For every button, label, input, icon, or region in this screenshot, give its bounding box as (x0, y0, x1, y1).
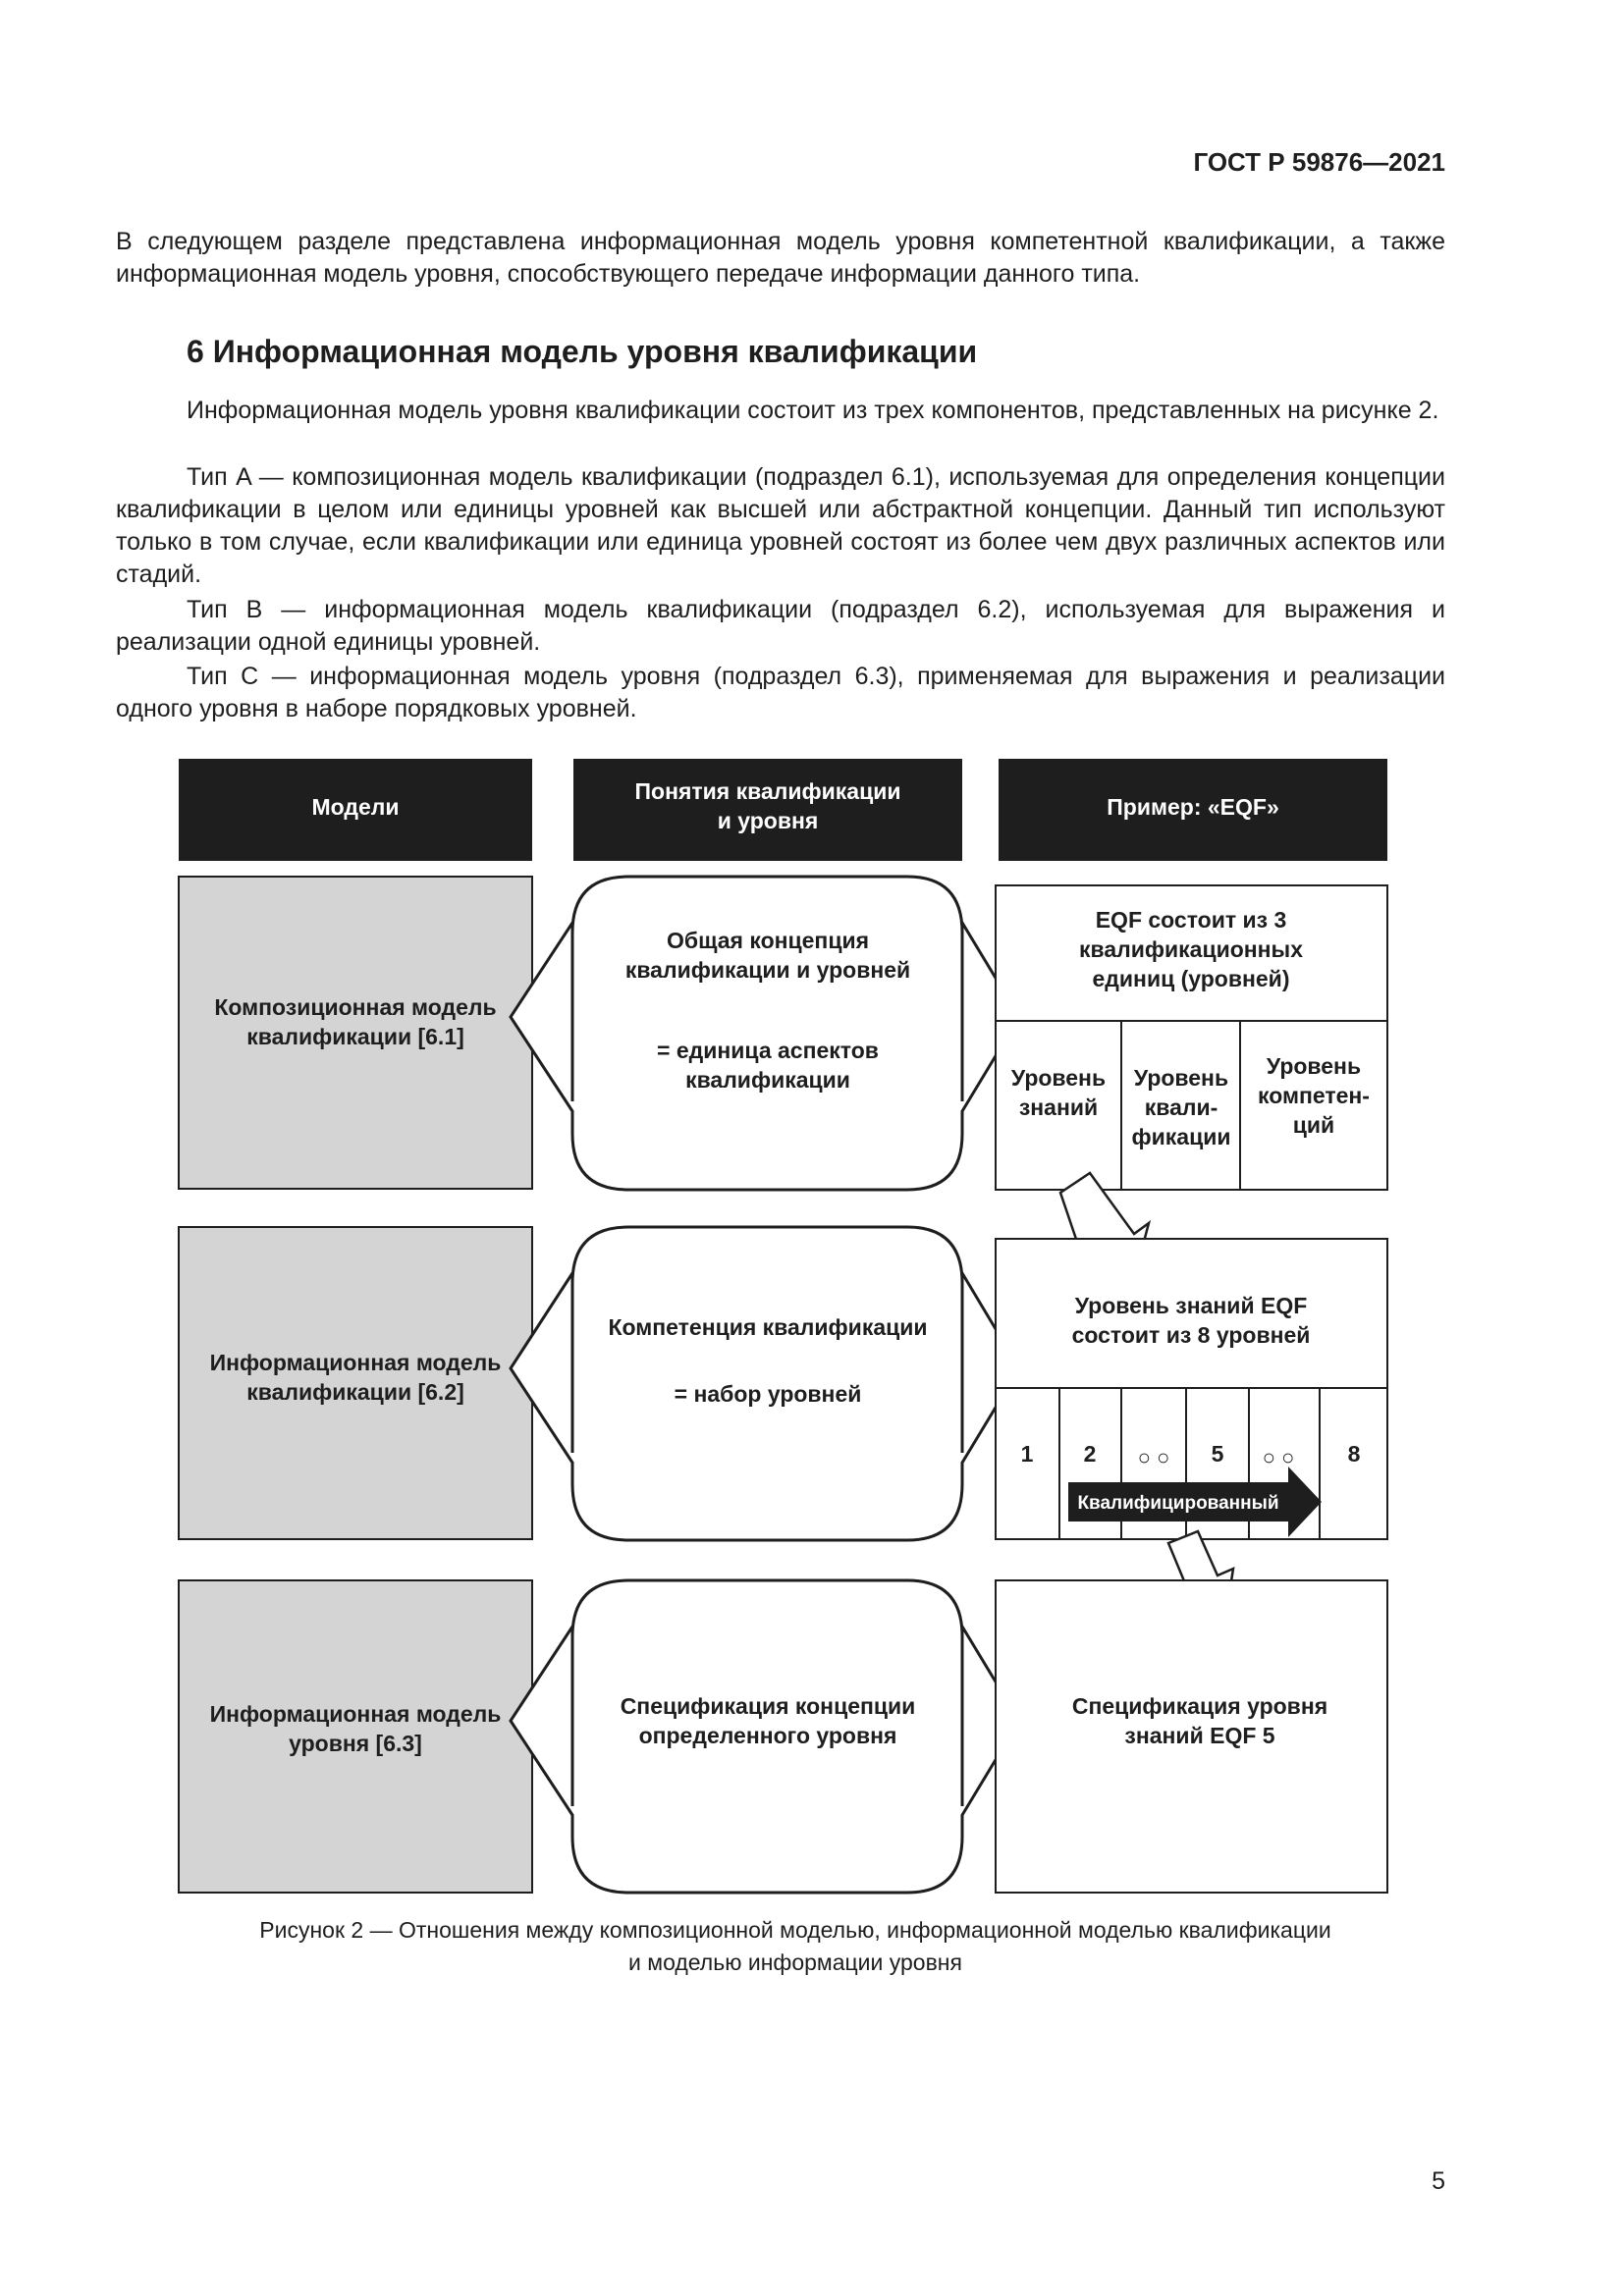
level-5: 5 (1211, 1441, 1224, 1467)
concept-row1-line2: квалификации и уровней (624, 957, 911, 983)
model-label-level-2: уровня [6.3] (289, 1731, 422, 1756)
header-concepts-label-2: и уровня (717, 808, 819, 833)
section-heading: 6 Информационная модель уровня квалификации (187, 334, 978, 369)
intro-paragraph: В следующем разделе представлена информационная модель уровня компетентной квалификации, а также информационная модель уровня, способствующего передаче информации данного типа. (116, 228, 1445, 288)
cell-competence-2: компетен- (1258, 1083, 1370, 1108)
header-example-label: Пример: «EQF» (1107, 794, 1279, 820)
body-paragraph-1: Информационная модель уровня квалификации состоит из трех компонентов, представленных на рисунке 2. (187, 397, 1439, 424)
header-concepts-label-1: Понятия квалификации (634, 778, 901, 804)
cell-knowledge-2: знаний (1018, 1095, 1099, 1120)
model-label-qualification-1: Информационная модель (209, 1350, 502, 1375)
header-models-label: Модели (311, 794, 400, 820)
concept-row3-line1: Спецификация концепции (620, 1693, 916, 1719)
qualified-arrow-label: Квалифицированный (1077, 1493, 1279, 1514)
cell-qualification-1: Уровень (1133, 1065, 1229, 1091)
model-label-level-1: Информационная модель (209, 1701, 502, 1727)
model-label-composition-2: квалификации [6.1] (246, 1024, 464, 1049)
example-row1-line2: квалификационных (1078, 936, 1304, 962)
concept-row1-line3: = единица аспектов (657, 1038, 879, 1063)
page-number: 5 (1432, 2167, 1445, 2195)
level-ellipsis-1: ○ ○ (1137, 1445, 1170, 1469)
concept-row1-line4: квалификации (685, 1067, 850, 1093)
concept-row2-line1: Компетенция квалификации (608, 1314, 928, 1340)
body-paragraph-4: Тип C — информационная модель уровня (подраздел 6.3), применяемая для выражения и реализации одного уровня в наборе порядковых уровней. (116, 663, 1445, 722)
figure-caption (157, 1914, 1434, 1979)
level-ellipsis-2: ○ ○ (1262, 1445, 1295, 1469)
concept-row3-line2: определенного уровня (638, 1723, 897, 1748)
example-row1-line1: EQF состоит из 3 (1095, 907, 1287, 933)
example-row3-line1: Спецификация уровня (1071, 1693, 1328, 1719)
example-row3-line2: знаний EQF 5 (1124, 1723, 1275, 1748)
document-id: ГОСТ Р 59876—2021 (1193, 147, 1445, 177)
body-paragraph-2: Тип A — композиционная модель квалификации (подраздел 6.1), используемая для определения концепции квалификации в целом или единицы уровней как высшей или абстрактной концепции. Данный тип используют только в том случае, если квалификации или единица уровней состоят из более чем двух различных аспектов или стадий. (116, 463, 1445, 588)
body-paragraph-3: Тип B — информационная модель квалификации (подраздел 6.2), используемая для выражения и реализации одной единицы уровней. (116, 596, 1445, 656)
cell-qualification-3: фикации (1131, 1124, 1231, 1149)
concept-row2-line2: = набор уровней (674, 1381, 862, 1407)
figure-caption-line-2: и моделью информации уровня (628, 1949, 962, 1975)
concept-row1-line1: Общая концепция (666, 928, 870, 953)
level-1: 1 (1020, 1441, 1034, 1467)
cell-knowledge-1: Уровень (1010, 1065, 1107, 1091)
cell-competence-1: Уровень (1266, 1053, 1362, 1079)
figure-caption-line-1: Рисунок 2 — Отношения между композиционной моделью, информационной моделью квалификации (259, 1917, 1331, 1943)
level-8: 8 (1347, 1441, 1361, 1467)
example-row1-line3: единиц (уровней) (1092, 966, 1290, 991)
level-2: 2 (1083, 1441, 1097, 1467)
cell-competence-3: ций (1292, 1112, 1335, 1138)
example-row2-line2: состоит из 8 уровней (1071, 1322, 1311, 1348)
model-label-qualification-2: квалификации [6.2] (246, 1379, 464, 1405)
concept-box-row1 (511, 877, 1019, 1190)
example-row2-line1: Уровень знаний EQF (1074, 1293, 1308, 1318)
model-label-composition-1: Композиционная модель (214, 994, 497, 1020)
cell-qualification-2: квали- (1144, 1095, 1218, 1120)
